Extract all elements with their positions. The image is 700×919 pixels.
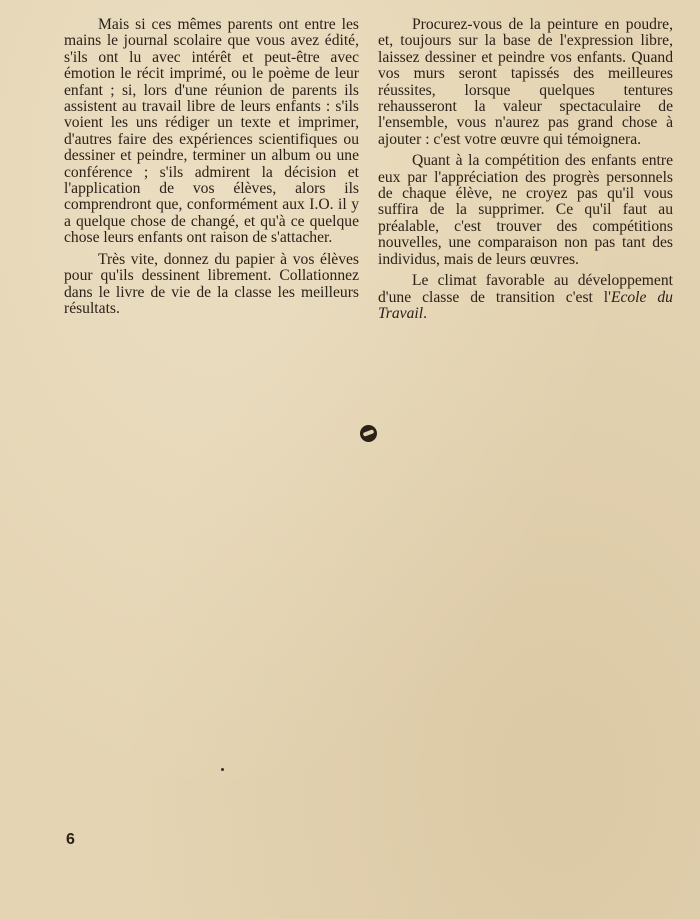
paragraph xyxy=(378,273,673,322)
section-separator-icon xyxy=(360,425,377,442)
italic-title: Ecole du Travail xyxy=(378,288,673,322)
left-column xyxy=(64,17,359,322)
paragraph-end: . xyxy=(423,304,427,322)
paragraph: Très vite, donnez du papier à vos élèves pour qu'ils dessinent librement. Collationnez dans le livre de vie de la classe les meilleurs résultats. xyxy=(64,250,359,317)
paragraph: Procurez-vous de la peinture en poudre, et, toujours sur la base de l'expression libre, laissez dessiner et peindre vos enfants. Quand vos murs seront tapissés des meilleures réussites, lorsque quelques tentures rehausseront la valeur spectaculaire de l'ensemble, vous n'aurez pas grand chose à ajouter : c'est votre œuvre qui témoignera. xyxy=(378,16,673,148)
page-number: 6 xyxy=(66,831,75,848)
ink-speck xyxy=(221,768,224,771)
paragraph-text: Le climat favorable au développement d'une classe de transition c'est l' xyxy=(378,272,673,306)
right-column xyxy=(378,17,673,327)
paragraph: Quant à la compétition des enfants entre eux par l'appréciation des progrès personnels de chaque élève, ne croyez pas qu'il vous suffira de la supprimer. Ce qu'il faut au préalable, c'est trouver des compétitions nouvelles, une comparaison non pas tant des individus, mais de leurs œuvres. xyxy=(378,152,673,268)
paragraph: Mais si ces mêmes parents ont entre les mains le journal scolaire que vous avez édité, s'ils ont lu avec intérêt et peut-être avec émotion le récit imprimé, ou le poème de leur enfant ; si, lors d'une réunion de parents ils assistent au travail libre de leurs enfants : s'ils voient les uns rédiger un texte et imprimer, d'autres faire des expériences scientifiques ou dessiner et peindre, terminer un album ou une conférence ; s'ils admirent la décision et l'application de vos élèves, alors ils comprendront que, conformément aux I.O. il y a quelque chose de changé, et qu'à ce quelque chose leurs enfants ont raison de s'attacher. xyxy=(64,16,359,247)
